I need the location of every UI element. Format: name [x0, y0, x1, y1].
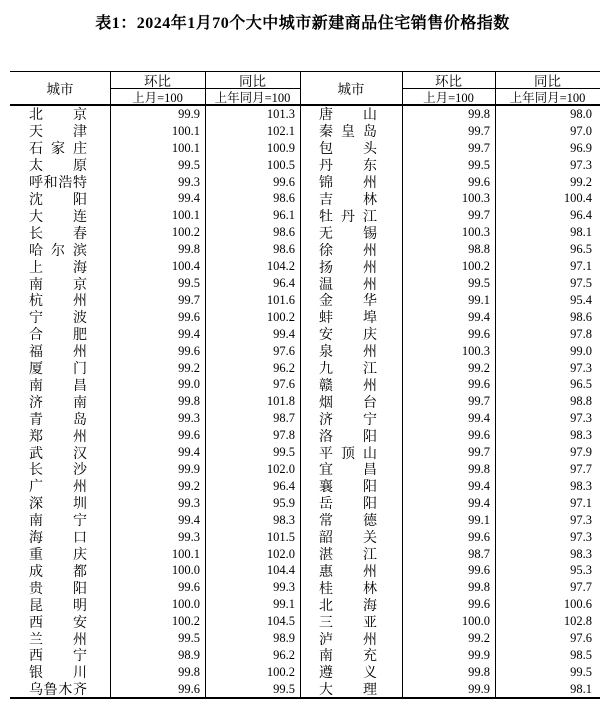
- city-cell: [10, 140, 110, 157]
- yoy-index-value: 97.3: [570, 529, 592, 544]
- city-name: 南 宁: [29, 514, 87, 529]
- mom-index-value: 99.5: [178, 157, 200, 172]
- city-name: 襄 阳: [319, 480, 377, 495]
- yoy-index-value: 102.1: [266, 123, 295, 138]
- yoy-index-value: 102.8: [563, 614, 592, 629]
- header-mom-base-left: 上月=100: [132, 90, 183, 105]
- mom-index-value: 99.3: [178, 411, 200, 426]
- city-cell: [300, 664, 402, 681]
- mom-index-value: 100.4: [171, 259, 200, 274]
- city-cell: [10, 258, 110, 275]
- city-cell: [300, 427, 402, 444]
- city-name: 大 连: [29, 209, 87, 225]
- header-mom-base-right: 上月=100: [423, 90, 474, 105]
- city-cell: [10, 647, 110, 664]
- city-name: 杭 州: [29, 294, 87, 309]
- yoy-index-value: 96.2: [273, 360, 295, 375]
- city-cell: [10, 241, 110, 258]
- city-cell: [10, 630, 110, 647]
- mom-index-value: 100.0: [171, 597, 200, 612]
- city-name: 昆 明: [29, 598, 87, 614]
- city-cell: [300, 444, 402, 461]
- mom-index-value: 99.6: [468, 597, 490, 612]
- city-name: 金 华: [319, 294, 377, 309]
- city-cell: [300, 157, 402, 174]
- mom-index-value: 99.2: [468, 631, 490, 646]
- city-name: 重 庆: [29, 548, 87, 563]
- mom-index-value: 99.8: [468, 461, 490, 476]
- yoy-index-value: 100.6: [563, 597, 592, 612]
- city-name: 牡 丹 江: [319, 209, 377, 225]
- mom-index-value: 100.2: [171, 614, 200, 629]
- city-cell: [300, 579, 402, 596]
- yoy-index-value: 97.0: [570, 123, 592, 138]
- yoy-index-value: 96.5: [570, 377, 592, 392]
- city-name: 成 都: [29, 564, 87, 580]
- mom-index-value: 99.8: [178, 664, 200, 679]
- city-cell: [10, 596, 110, 613]
- mom-index-value: 100.1: [171, 140, 200, 155]
- header-mom-left: 环比: [110, 72, 205, 89]
- mom-index-value: 99.6: [178, 343, 200, 358]
- city-name: 长 春: [29, 226, 87, 242]
- yoy-index-value: 95.9: [273, 495, 295, 510]
- yoy-index-value: 98.7: [273, 411, 295, 426]
- column-divider: [110, 72, 111, 697]
- city-cell: [10, 495, 110, 512]
- city-name: 秦 皇 岛: [319, 125, 377, 140]
- city-cell: [300, 123, 402, 140]
- city-name: 常 德: [319, 514, 377, 529]
- yoy-index-value: 98.3: [570, 428, 592, 443]
- yoy-index-value: 98.9: [273, 631, 295, 646]
- mom-index-value: 99.6: [468, 326, 490, 341]
- header-yoy-base-left: 上年同月=100: [214, 90, 291, 105]
- city-name: 三 亚: [319, 615, 377, 631]
- yoy-index-value: 95.3: [570, 563, 592, 578]
- mom-index-value: 100.1: [171, 123, 200, 138]
- yoy-index-value: 100.4: [563, 191, 592, 206]
- city-cell: [300, 275, 402, 292]
- city-cell: [300, 478, 402, 495]
- city-cell: [300, 292, 402, 309]
- mom-index-value: 100.1: [171, 208, 200, 223]
- city-name: 深 圳: [29, 497, 87, 512]
- city-cell: [10, 326, 110, 343]
- city-name: 大 理: [319, 683, 377, 698]
- city-name: 安 庆: [319, 328, 377, 343]
- yoy-index-value: 98.5: [570, 647, 592, 662]
- yoy-index-value: 100.5: [266, 157, 295, 172]
- city-cell: [10, 664, 110, 681]
- city-cell: [10, 546, 110, 563]
- city-cell: [300, 343, 402, 360]
- city-cell: [300, 106, 402, 123]
- header-mom-right: 环比: [402, 72, 495, 89]
- city-name: 包 头: [319, 142, 377, 157]
- city-cell: [10, 360, 110, 377]
- city-name: 济 南: [29, 395, 87, 411]
- city-cell: [10, 427, 110, 444]
- mom-index-value: 99.8: [178, 394, 200, 409]
- city-cell: [300, 224, 402, 241]
- yoy-index-value: 101.8: [266, 394, 295, 409]
- city-cell: [300, 681, 402, 698]
- city-cell: [300, 309, 402, 326]
- mom-index-value: 99.7: [468, 123, 490, 138]
- city-cell: [10, 613, 110, 630]
- city-cell: [10, 309, 110, 326]
- yoy-index-value: 97.3: [570, 512, 592, 527]
- city-name: 西 宁: [29, 649, 87, 664]
- mom-index-value: 99.6: [468, 174, 490, 189]
- yoy-index-value: 99.0: [570, 343, 592, 358]
- yoy-index-value: 99.5: [570, 664, 592, 679]
- city-cell: [10, 529, 110, 546]
- mom-index-value: 99.8: [178, 242, 200, 257]
- city-cell: [300, 461, 402, 478]
- city-cell: [10, 174, 110, 191]
- city-cell: [300, 596, 402, 613]
- city-name: 蚌 埠: [319, 311, 377, 326]
- mom-index-value: 99.6: [468, 563, 490, 578]
- city-cell: [10, 106, 110, 123]
- yoy-index-value: 101.6: [266, 292, 295, 307]
- mom-index-value: 100.3: [461, 225, 490, 240]
- mom-index-value: 99.2: [468, 360, 490, 375]
- yoy-index-value: 97.3: [570, 360, 592, 375]
- yoy-index-value: 99.3: [273, 580, 295, 595]
- mom-index-value: 100.3: [461, 191, 490, 206]
- city-cell: [10, 275, 110, 292]
- header-yoy-right: 同比: [495, 72, 600, 89]
- yoy-index-value: 97.8: [570, 326, 592, 341]
- yoy-index-value: 97.1: [570, 259, 592, 274]
- city-name: 湛 江: [319, 548, 377, 563]
- city-name: 丹 东: [319, 159, 377, 174]
- city-cell: [10, 512, 110, 529]
- city-name: 扬 州: [319, 260, 377, 276]
- city-name: 泉 州: [319, 345, 377, 360]
- city-name: 温 州: [319, 277, 377, 292]
- mom-index-value: 98.7: [468, 546, 490, 561]
- mom-index-value: 100.1: [171, 546, 200, 561]
- mom-index-value: 99.1: [468, 292, 490, 307]
- city-cell: [10, 461, 110, 478]
- city-cell: [10, 478, 110, 495]
- city-name: 银 川: [29, 666, 87, 681]
- city-name: 泸 州: [319, 632, 377, 647]
- city-cell: [10, 681, 110, 698]
- city-name: 南 充: [319, 649, 377, 664]
- mom-index-value: 100.0: [171, 563, 200, 578]
- city-name: 唐 山: [319, 108, 377, 123]
- city-name: 韶 关: [319, 531, 377, 546]
- price-index-table: [10, 71, 600, 699]
- mom-index-value: 99.4: [178, 445, 200, 460]
- yoy-index-value: 97.5: [570, 276, 592, 291]
- city-cell: [300, 393, 402, 410]
- mom-index-value: 99.6: [178, 580, 200, 595]
- city-name: 吉 林: [319, 192, 377, 208]
- mom-index-value: 99.6: [468, 529, 490, 544]
- mom-index-value: 99.5: [468, 276, 490, 291]
- city-cell: [10, 343, 110, 360]
- mom-index-value: 99.7: [468, 394, 490, 409]
- yoy-index-value: 98.8: [570, 394, 592, 409]
- city-name: 惠 州: [319, 564, 377, 580]
- yoy-index-value: 98.1: [570, 681, 592, 696]
- city-name: 锦 州: [319, 176, 377, 191]
- yoy-index-value: 96.4: [273, 478, 295, 493]
- mom-index-value: 99.9: [178, 461, 200, 476]
- city-name: 武 汉: [29, 446, 87, 462]
- yoy-index-value: 101.5: [266, 529, 295, 544]
- mom-index-value: 99.1: [468, 512, 490, 527]
- mom-index-value: 98.8: [468, 242, 490, 257]
- city-cell: [10, 410, 110, 427]
- city-cell: [300, 207, 402, 224]
- mom-index-value: 99.9: [468, 681, 490, 696]
- yoy-index-value: 102.0: [266, 546, 295, 561]
- city-cell: [10, 292, 110, 309]
- city-cell: [10, 191, 110, 208]
- city-name: 贵 阳: [29, 581, 87, 597]
- header-yoy-base-right: 上年同月=100: [509, 90, 586, 105]
- city-name: 岳 阳: [319, 497, 377, 512]
- yoy-index-value: 97.9: [570, 445, 592, 460]
- mom-index-value: 99.7: [468, 208, 490, 223]
- column-divider: [300, 72, 301, 697]
- yoy-index-value: 98.3: [273, 512, 295, 527]
- table-header: [10, 72, 600, 106]
- city-name: 郑 州: [29, 429, 87, 445]
- city-name: 青 岛: [29, 412, 87, 428]
- yoy-index-value: 97.3: [570, 411, 592, 426]
- city-name: 宜 昌: [319, 463, 377, 478]
- yoy-index-value: 97.8: [273, 428, 295, 443]
- header-city-right: 城市: [337, 82, 365, 97]
- table-title: 表1：2024年1月70个大中城市新建商品住宅销售价格指数: [95, 15, 510, 32]
- city-cell: [300, 191, 402, 208]
- mom-index-value: 99.6: [178, 681, 200, 696]
- city-cell: [300, 613, 402, 630]
- mom-index-value: 99.4: [468, 478, 490, 493]
- yoy-index-value: 99.6: [273, 174, 295, 189]
- mom-index-value: 99.4: [178, 512, 200, 527]
- city-name: 乌 鲁 木 齐: [29, 683, 87, 698]
- city-cell: [10, 444, 110, 461]
- mom-index-value: 99.7: [178, 292, 200, 307]
- city-name: 徐 州: [319, 243, 377, 259]
- yoy-index-value: 99.5: [273, 681, 295, 696]
- mom-index-value: 98.9: [178, 647, 200, 662]
- city-cell: [300, 174, 402, 191]
- mom-index-value: 100.2: [171, 225, 200, 240]
- yoy-index-value: 96.5: [570, 242, 592, 257]
- city-name: 南 昌: [29, 378, 87, 394]
- city-cell: [300, 495, 402, 512]
- yoy-index-value: 97.6: [273, 377, 295, 392]
- city-name: 广 州: [29, 480, 87, 495]
- mom-index-value: 99.3: [178, 174, 200, 189]
- city-name: 九 江: [319, 362, 377, 377]
- city-name: 平 顶 山: [319, 446, 377, 462]
- city-name: 北 京: [29, 108, 87, 123]
- city-name: 兰 州: [29, 632, 87, 647]
- city-name: 宁 波: [29, 311, 87, 326]
- column-divider: [205, 72, 206, 697]
- yoy-index-value: 97.6: [570, 631, 592, 646]
- city-cell: [300, 546, 402, 563]
- city-name: 沈 阳: [29, 192, 87, 208]
- city-name: 长 沙: [29, 463, 87, 478]
- city-name: 天 津: [29, 125, 87, 140]
- mom-index-value: 99.4: [468, 495, 490, 510]
- city-cell: [10, 579, 110, 596]
- city-cell: [300, 410, 402, 427]
- city-cell: [300, 377, 402, 394]
- city-cell: [300, 529, 402, 546]
- yoy-index-value: 97.6: [273, 343, 295, 358]
- city-cell: [300, 241, 402, 258]
- city-cell: [300, 326, 402, 343]
- mom-index-value: 99.9: [468, 647, 490, 662]
- mom-index-value: 99.8: [468, 664, 490, 679]
- yoy-index-value: 97.7: [570, 461, 592, 476]
- yoy-index-value: 100.2: [266, 664, 295, 679]
- city-cell: [10, 157, 110, 174]
- mom-index-value: 99.5: [468, 157, 490, 172]
- city-name: 厦 门: [29, 362, 87, 377]
- yoy-index-value: 104.4: [266, 563, 295, 578]
- yoy-index-value: 96.1: [273, 208, 295, 223]
- city-cell: [300, 360, 402, 377]
- city-name: 南 京: [29, 277, 87, 292]
- city-name: 无 锡: [319, 226, 377, 242]
- yoy-index-value: 100.9: [266, 140, 295, 155]
- mom-index-value: 99.4: [178, 326, 200, 341]
- yoy-index-value: 97.1: [570, 495, 592, 510]
- city-name: 福 州: [29, 345, 87, 360]
- header-yoy-left: 同比: [205, 72, 300, 89]
- yoy-index-value: 97.3: [570, 157, 592, 172]
- yoy-index-value: 104.5: [266, 614, 295, 629]
- mom-index-value: 99.8: [468, 580, 490, 595]
- mom-index-value: 99.6: [178, 428, 200, 443]
- city-cell: [10, 123, 110, 140]
- mom-index-value: 99.4: [178, 191, 200, 206]
- mom-index-value: 99.5: [178, 276, 200, 291]
- yoy-index-value: 101.3: [266, 106, 295, 121]
- yoy-index-value: 99.4: [273, 326, 295, 341]
- mom-index-value: 100.2: [461, 259, 490, 274]
- column-divider: [495, 72, 496, 697]
- mom-index-value: 99.2: [178, 478, 200, 493]
- yoy-index-value: 98.6: [570, 309, 592, 324]
- mom-index-value: 99.3: [178, 529, 200, 544]
- city-name: 太 原: [29, 159, 87, 174]
- city-cell: [10, 377, 110, 394]
- yoy-index-value: 96.4: [273, 276, 295, 291]
- mom-index-value: 99.6: [468, 377, 490, 392]
- city-cell: [10, 562, 110, 579]
- mom-index-value: 99.4: [468, 411, 490, 426]
- header-city-left: 城市: [46, 82, 74, 97]
- yoy-index-value: 98.0: [570, 106, 592, 121]
- yoy-index-value: 99.5: [273, 445, 295, 460]
- city-cell: [10, 224, 110, 241]
- city-name: 海 口: [29, 531, 87, 546]
- city-name: 合 肥: [29, 328, 87, 343]
- yoy-index-value: 98.3: [570, 546, 592, 561]
- mom-index-value: 100.3: [461, 343, 490, 358]
- city-cell: [10, 393, 110, 410]
- mom-index-value: 99.6: [468, 428, 490, 443]
- mom-index-value: 99.9: [178, 106, 200, 121]
- city-name: 北 海: [319, 598, 377, 614]
- mom-index-value: 99.0: [178, 377, 200, 392]
- city-name: 洛 阳: [319, 429, 377, 445]
- yoy-index-value: 96.2: [273, 647, 295, 662]
- city-cell: [300, 258, 402, 275]
- yoy-index-value: 98.3: [570, 478, 592, 493]
- mom-index-value: 99.6: [178, 309, 200, 324]
- mom-index-value: 99.3: [178, 495, 200, 510]
- yoy-index-value: 102.0: [266, 461, 295, 476]
- mom-index-value: 99.7: [468, 140, 490, 155]
- yoy-index-value: 98.6: [273, 242, 295, 257]
- city-name: 桂 林: [319, 581, 377, 597]
- mom-index-value: 99.8: [468, 106, 490, 121]
- city-cell: [300, 647, 402, 664]
- city-name: 西 安: [29, 615, 87, 631]
- yoy-index-value: 97.7: [570, 580, 592, 595]
- city-name: 济 宁: [319, 412, 377, 428]
- yoy-index-value: 95.4: [570, 292, 592, 307]
- city-name: 赣 州: [319, 378, 377, 394]
- mom-index-value: 99.7: [468, 445, 490, 460]
- city-cell: [300, 140, 402, 157]
- city-name: 烟 台: [319, 395, 377, 411]
- yoy-index-value: 98.1: [570, 225, 592, 240]
- mom-index-value: 99.4: [468, 309, 490, 324]
- column-divider: [402, 72, 403, 697]
- city-cell: [300, 562, 402, 579]
- yoy-index-value: 99.1: [273, 597, 295, 612]
- yoy-index-value: 99.2: [570, 174, 592, 189]
- city-name: 遵 义: [319, 666, 377, 681]
- city-name: 哈 尔 滨: [29, 243, 87, 259]
- mom-index-value: 99.2: [178, 360, 200, 375]
- city-name: 石 家 庄: [29, 142, 87, 157]
- yoy-index-value: 96.9: [570, 140, 592, 155]
- table-body: [10, 106, 600, 698]
- city-name: 上 海: [29, 260, 87, 276]
- yoy-index-value: 100.2: [266, 309, 295, 324]
- mom-index-value: 99.5: [178, 631, 200, 646]
- yoy-index-value: 98.6: [273, 191, 295, 206]
- city-name: 呼 和 浩 特: [29, 176, 87, 191]
- city-cell: [10, 207, 110, 224]
- city-cell: [300, 512, 402, 529]
- yoy-index-value: 96.4: [570, 208, 592, 223]
- city-cell: [300, 630, 402, 647]
- mom-index-value: 100.0: [461, 614, 490, 629]
- yoy-index-value: 104.2: [266, 259, 295, 274]
- yoy-index-value: 98.6: [273, 225, 295, 240]
